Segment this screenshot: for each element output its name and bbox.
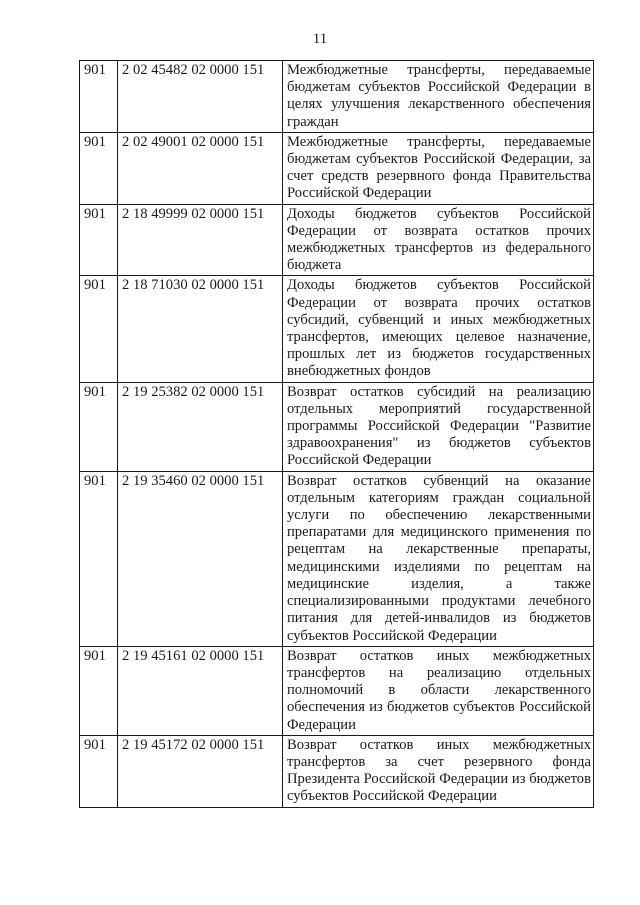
revenue-code-cell: 2 19 35460 02 0000 151 — [118, 471, 283, 646]
revenue-name-cell: Возврат остатков иных межбюджетных трансфертов за счет резервного фонда Президента Российской Федерации из бюджетов субъектов Российской Федерации — [283, 735, 594, 807]
revenue-code-cell: 2 18 49999 02 0000 151 — [118, 204, 283, 276]
revenue-name-cell: Возврат остатков иных межбюджетных трансфертов на реализацию отдельных полномочий в области лекарственного обеспечения из бюджетов субъектов Российской Федерации — [283, 646, 594, 735]
revenue-name-cell: Доходы бюджетов субъектов Российской Федерации от возврата остатков прочих межбюджетных трансфертов из федерального бюджета — [283, 204, 594, 276]
revenue-code-cell: 2 19 45161 02 0000 151 — [118, 646, 283, 735]
table-row — [80, 646, 594, 735]
admin-code-cell: 901 — [80, 132, 118, 204]
admin-code-cell: 901 — [80, 61, 118, 133]
budget-codes-table — [79, 60, 594, 808]
revenue-name-cell: Возврат остатков субсидий на реализацию отдельных мероприятий государственной программы Российской Федерации "Развитие здравоохранения" из бюджетов субъектов Российской Федерации — [283, 382, 594, 471]
table-row — [80, 471, 594, 646]
revenue-code-cell: 2 02 49001 02 0000 151 — [118, 132, 283, 204]
table-row — [80, 132, 594, 204]
admin-code-cell: 901 — [80, 382, 118, 471]
revenue-name-cell: Доходы бюджетов субъектов Российской Федерации от возврата прочих остатков субсидий, субвенций и иных межбюджетных трансфертов, имеющих целевое назначение, прошлых лет из бюджетов государственных внебюджетных фондов — [283, 276, 594, 382]
admin-code-cell: 901 — [80, 471, 118, 646]
admin-code-cell: 901 — [80, 735, 118, 807]
admin-code-cell: 901 — [80, 204, 118, 276]
table-row — [80, 382, 594, 471]
revenue-name-cell: Межбюджетные трансферты, передаваемые бюджетам субъектов Российской Федерации, за счет средств резервного фонда Правительства Российской Федерации — [283, 132, 594, 204]
page-number: 11 — [312, 31, 328, 47]
table-row — [80, 61, 594, 133]
revenue-name-cell: Межбюджетные трансферты, передаваемые бюджетам субъектов Российской Федерации в целях улучшения лекарственного обеспечения граждан — [283, 61, 594, 133]
table-row — [80, 276, 594, 382]
table-row — [80, 735, 594, 807]
revenue-code-cell: 2 19 25382 02 0000 151 — [118, 382, 283, 471]
revenue-code-cell: 2 02 45482 02 0000 151 — [118, 61, 283, 133]
table-row — [80, 204, 594, 276]
admin-code-cell: 901 — [80, 276, 118, 382]
admin-code-cell: 901 — [80, 646, 118, 735]
revenue-name-cell: Возврат остатков субвенций на оказание отдельным категориям граждан социальной услуги по обеспечению лекарственными препаратами для медицинского применения по рецептам на лекарственные препараты, медицинскими изделиями по рецептам на медицинские изделия, а также специализированными продуктами лечебного питания для детей-инвалидов из бюджетов субъектов Российской Федерации — [283, 471, 594, 646]
revenue-code-cell: 2 19 45172 02 0000 151 — [118, 735, 283, 807]
revenue-code-cell: 2 18 71030 02 0000 151 — [118, 276, 283, 382]
